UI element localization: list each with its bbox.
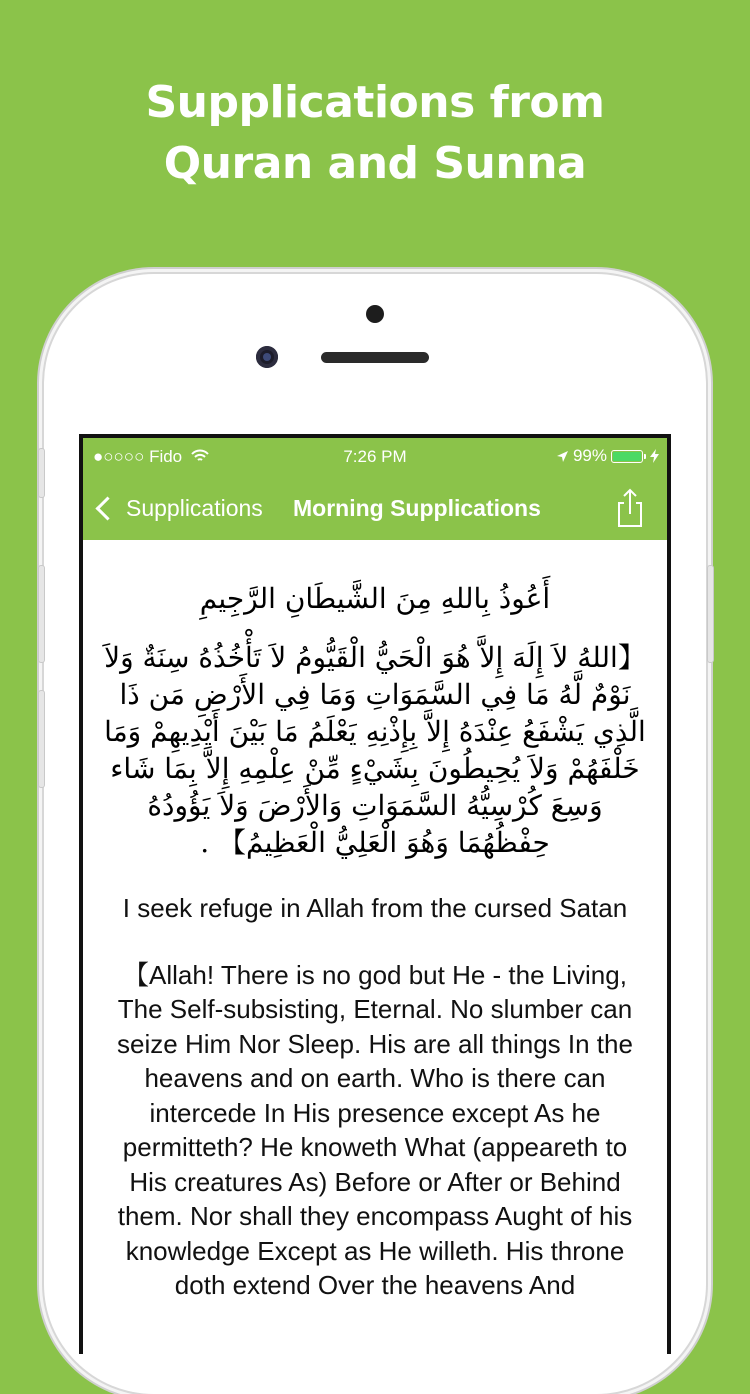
status-bar	[83, 438, 667, 476]
page-title: Morning Supplications	[293, 494, 541, 521]
app-screen	[83, 438, 667, 1354]
location-arrow-icon	[556, 450, 569, 463]
phone-camera	[256, 346, 278, 368]
phone-screen	[79, 434, 671, 1354]
battery-icon	[611, 450, 643, 463]
phone-sensor-dot	[366, 305, 384, 323]
battery-fill	[613, 452, 641, 461]
english-title: I seek refuge in Allah from the cursed Satan	[122, 893, 628, 923]
phone-earpiece	[321, 352, 429, 363]
phone-power-button	[707, 565, 714, 663]
promo-headline-line2: Quran and Sunna	[163, 138, 587, 189]
back-button-label: Supplications	[126, 494, 263, 521]
battery-percent: 99%	[572, 446, 607, 465]
phone-volume-down	[38, 690, 45, 788]
phone-volume-up	[38, 565, 45, 663]
english-verse: 【Allah! There is no god but He - the Living, The Self-subsisting, Eternal. No slumber can seize Him Nor Sleep. His are all things In the heavens and on earth. Who is there can intercede In His presence except As he permitteth? He knoweth What (appeareth to His creatures As) Before or After or Behind them. Nor shall they encompass Aught of his knowledge Except as He willeth. His throne doth extend Over the heavens And	[117, 959, 633, 1300]
arabic-verse: 【اللهُ لاَ إِلَهَ إِلاَّ هُوَ الْحَيُّ الْقَيُّومُ لاَ تَأْخُذُهُ سِنَةٌ وَلاَ نَوْمٌ لَّهُ مَا فِي السَّمَوَاتِ وَمَا فِي الأَرْضِ مَن ذَا الَّذِي يَشْفَعُ عِنْدَهُ إِلاَّ بِإِذْنِهِ يَعْلَمُ مَا بَيْنَ أَيْدِيهِمْ وَمَا خَلْفَهُمْ وَلاَ يُحِيطُونَ بِشَيْءٍ مِّنْ عِلْمِهِ إِلاَّ بِمَا شَاء وَسِعَ كُرْسِيُّهُ السَّمَوَاتِ وَالأَرْضَ وَلاَ يَؤُودُهُ حِفْظُهُمَا وَهُوَ الْعَلِيُّ الْعَظِيمُ】 .	[104, 641, 646, 859]
status-right-group	[556, 446, 659, 466]
phone-mute-switch	[38, 448, 45, 498]
promo-headline-line1: Supplications from	[145, 77, 605, 128]
navigation-bar	[83, 476, 667, 540]
share-icon[interactable]	[615, 486, 645, 530]
back-button[interactable]	[93, 476, 263, 540]
promo-headline	[0, 72, 750, 194]
supplication-content	[83, 540, 667, 1354]
status-time: 7:26 PM	[343, 447, 407, 466]
status-carrier: ●○○○○ Fido	[93, 447, 183, 466]
chevron-left-icon	[95, 496, 119, 520]
bolt-icon	[650, 449, 659, 463]
arabic-title: أَعُوذُ بِاللهِ مِنَ الشَّيطَانِ الرَّجِيمِ	[199, 582, 551, 615]
